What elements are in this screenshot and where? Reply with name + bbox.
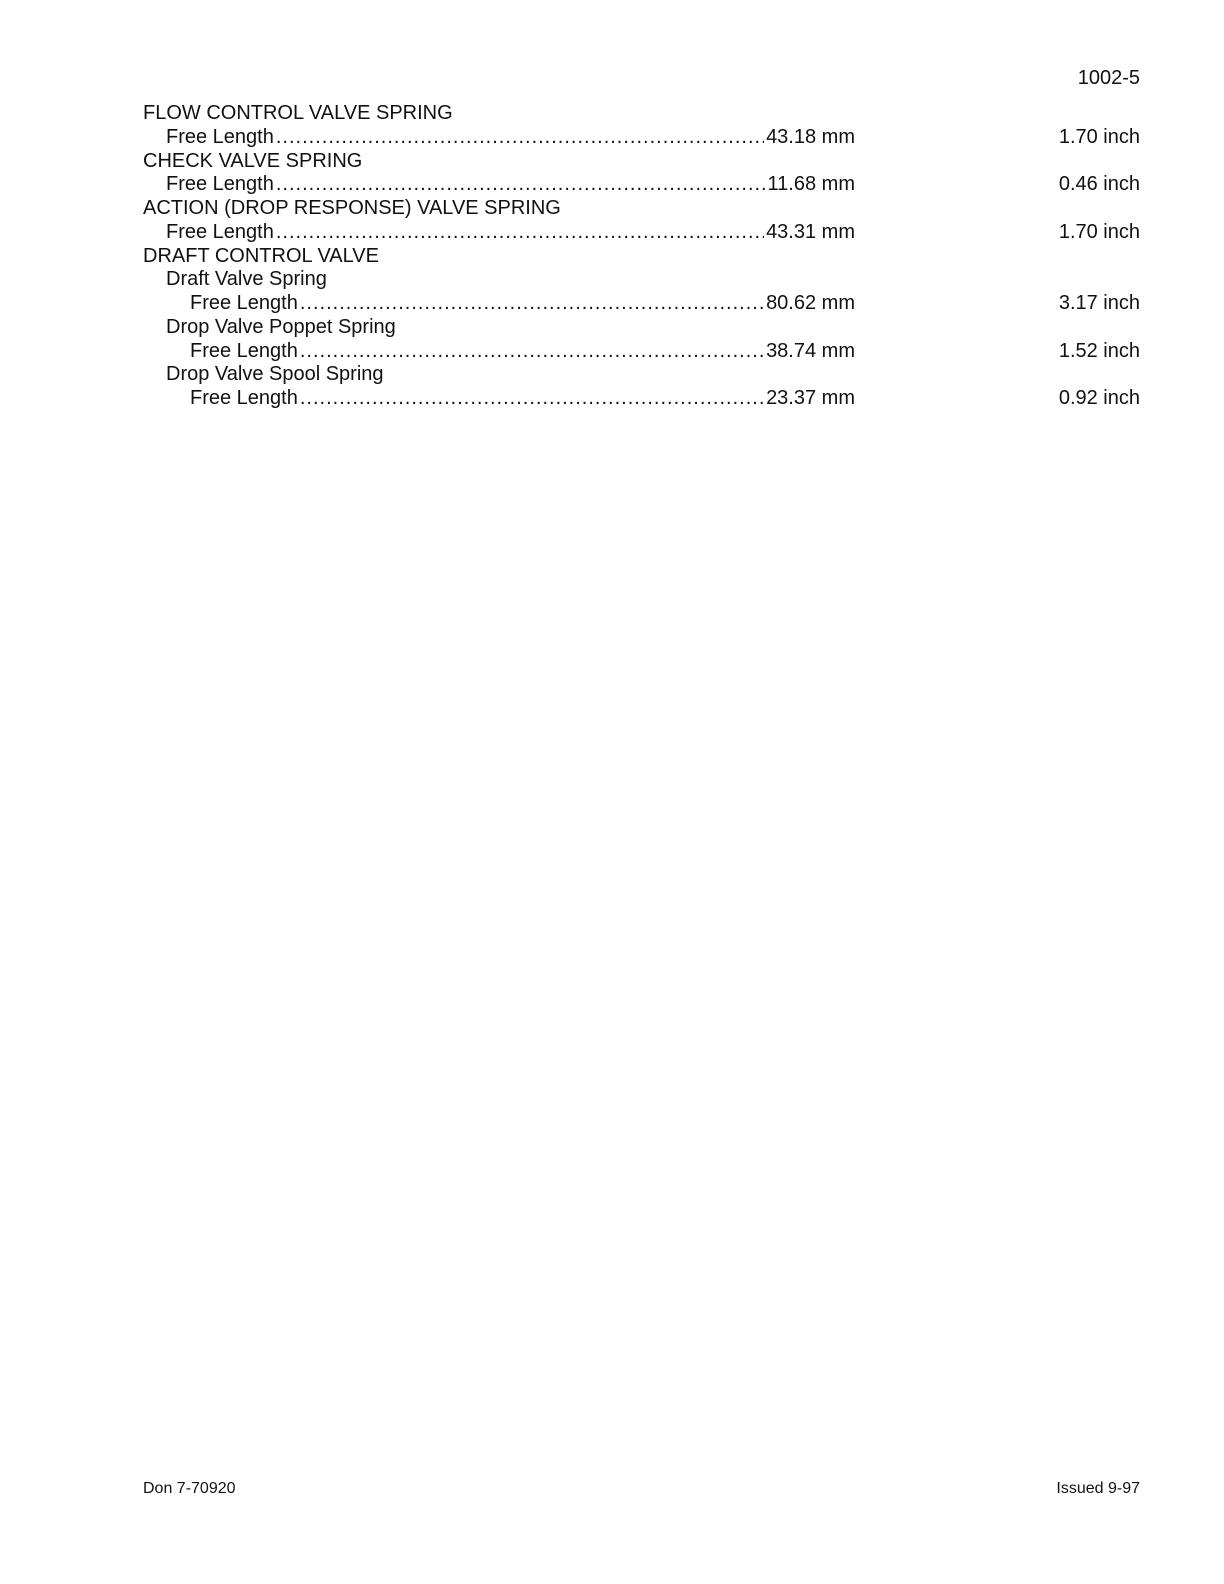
footer-issue-date: Issued 9-97 [1056,1480,1140,1497]
spec-imperial-value: 0.92 inch [1058,387,1140,409]
page-number: 1002-5 [1077,67,1140,89]
section-heading-action-valve-spring: ACTION (DROP RESPONSE) VALVE SPRING [143,197,561,219]
section-heading-draft-control-valve: DRAFT CONTROL VALVE [143,244,379,267]
spec-metric-value: 23.37 mm [766,387,855,409]
dot-leader [300,339,764,363]
spec-label: Free Length [166,173,274,196]
spec-label: Free Length [190,387,298,409]
spec-metric-value: 43.18 mm [766,125,855,148]
spec-row-action-valve-free-length [143,220,1140,244]
dot-leader [300,386,764,410]
spec-imperial-value: 0.46 inch [1058,173,1140,196]
spec-metric-value: 43.31 mm [766,220,855,243]
dot-leader [300,291,764,315]
spec-metric-value: 11.68 mm [767,173,855,196]
section-heading-flow-control-valve-spring: FLOW CONTROL VALVE SPRING [143,102,453,124]
spec-metric-value: 38.74 mm [766,339,855,362]
spec-row-check-valve-free-length [143,172,1140,196]
subsection-heading-draft-valve-spring: Draft Valve Spring [166,268,327,291]
section-heading-check-valve-spring: CHECK VALVE SPRING [143,149,363,172]
spec-label: Free Length [166,125,274,148]
spec-list [143,101,1140,410]
spec-imperial-value: 1.70 inch [1058,125,1140,148]
spec-label: Free Length [190,339,298,362]
subsection-heading-drop-valve-poppet-spring: Drop Valve Poppet Spring [166,315,396,338]
spec-row-drop-valve-spool-free-length [143,386,1140,410]
spec-imperial-value: 1.52 inch [1058,339,1140,362]
spec-row-draft-valve-free-length [143,291,1140,315]
spec-imperial-value: 3.17 inch [1058,292,1140,314]
dot-leader [276,220,764,244]
subsection-heading-drop-valve-spool-spring: Drop Valve Spool Spring [166,363,384,386]
spec-metric-value: 80.62 mm [766,292,855,314]
spec-row-flow-control-free-length [143,125,1140,149]
spec-label: Free Length [166,220,274,243]
dot-leader [276,172,766,196]
spec-imperial-value: 1.70 inch [1058,220,1140,243]
footer-document-number: Don 7-70920 [143,1480,236,1497]
spec-row-drop-valve-poppet-free-length [143,339,1140,363]
spec-label: Free Length [190,292,298,314]
dot-leader [276,125,764,149]
